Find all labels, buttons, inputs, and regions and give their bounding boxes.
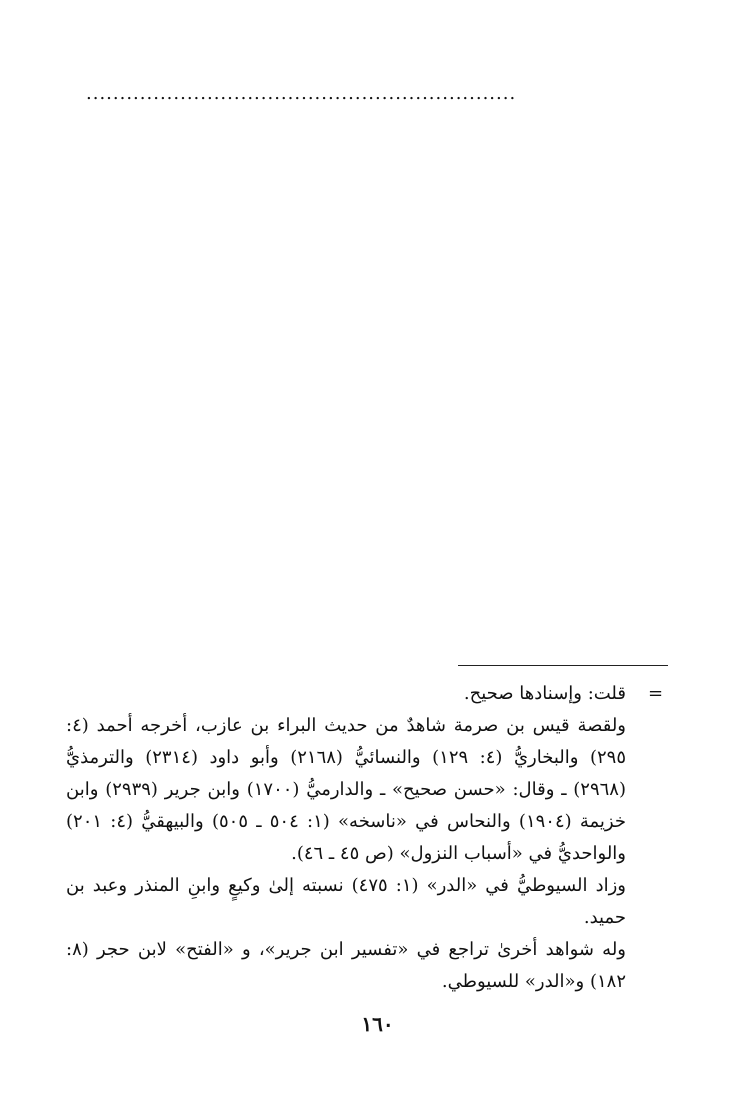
footnote-paragraph: قلت: وإسنادها صحيح.	[463, 683, 626, 704]
footnote-paragraph: وله شواهد أخرىٰ تراجع في «تفسير ابن جرير»، و «الفتح» لابن حجر (٨: ١٨٢) و«الدر» للسيوطي.	[66, 939, 626, 992]
continuation-marker: =	[648, 683, 664, 704]
leader-dots: ................................................................	[86, 84, 517, 104]
footnote-paragraph: وزاد السيوطيُّ في «الدر» (١: ٤٧٥) نسبته إلىٰ وكيعٍ وابنِ المنذر وعبد بن حميد.	[66, 875, 626, 928]
footnote-paragraph: ولقصة قيس بن صرمة شاهدٌ من حديث البراء بن عازب، أخرجه أحمد (٤: ٢٩٥) والبخاريُّ (٤: ١٢٩) والنسائيُّ (٢١٦٨) وأبو داود (٢٣١٤) والترمذيُّ (٢٩٦٨) ـ وقال: «حسن صحيح» ـ والدارميُّ (١٧٠٠) وابن جرير (٢٩٣٩) وابن خزيمة (١٩٠٤) والنحاس في «ناسخه» (١: ٥٠٤ ـ ٥٠٥) والبيهقيُّ (٤: ٢٠١) والواحديُّ في «أسباب النزول» (ص ٤٥ ـ ٤٦).	[66, 715, 626, 864]
footnote-separator	[458, 665, 668, 666]
page-number: ١٦٠	[361, 1012, 394, 1036]
footnotes-block	[66, 678, 626, 998]
